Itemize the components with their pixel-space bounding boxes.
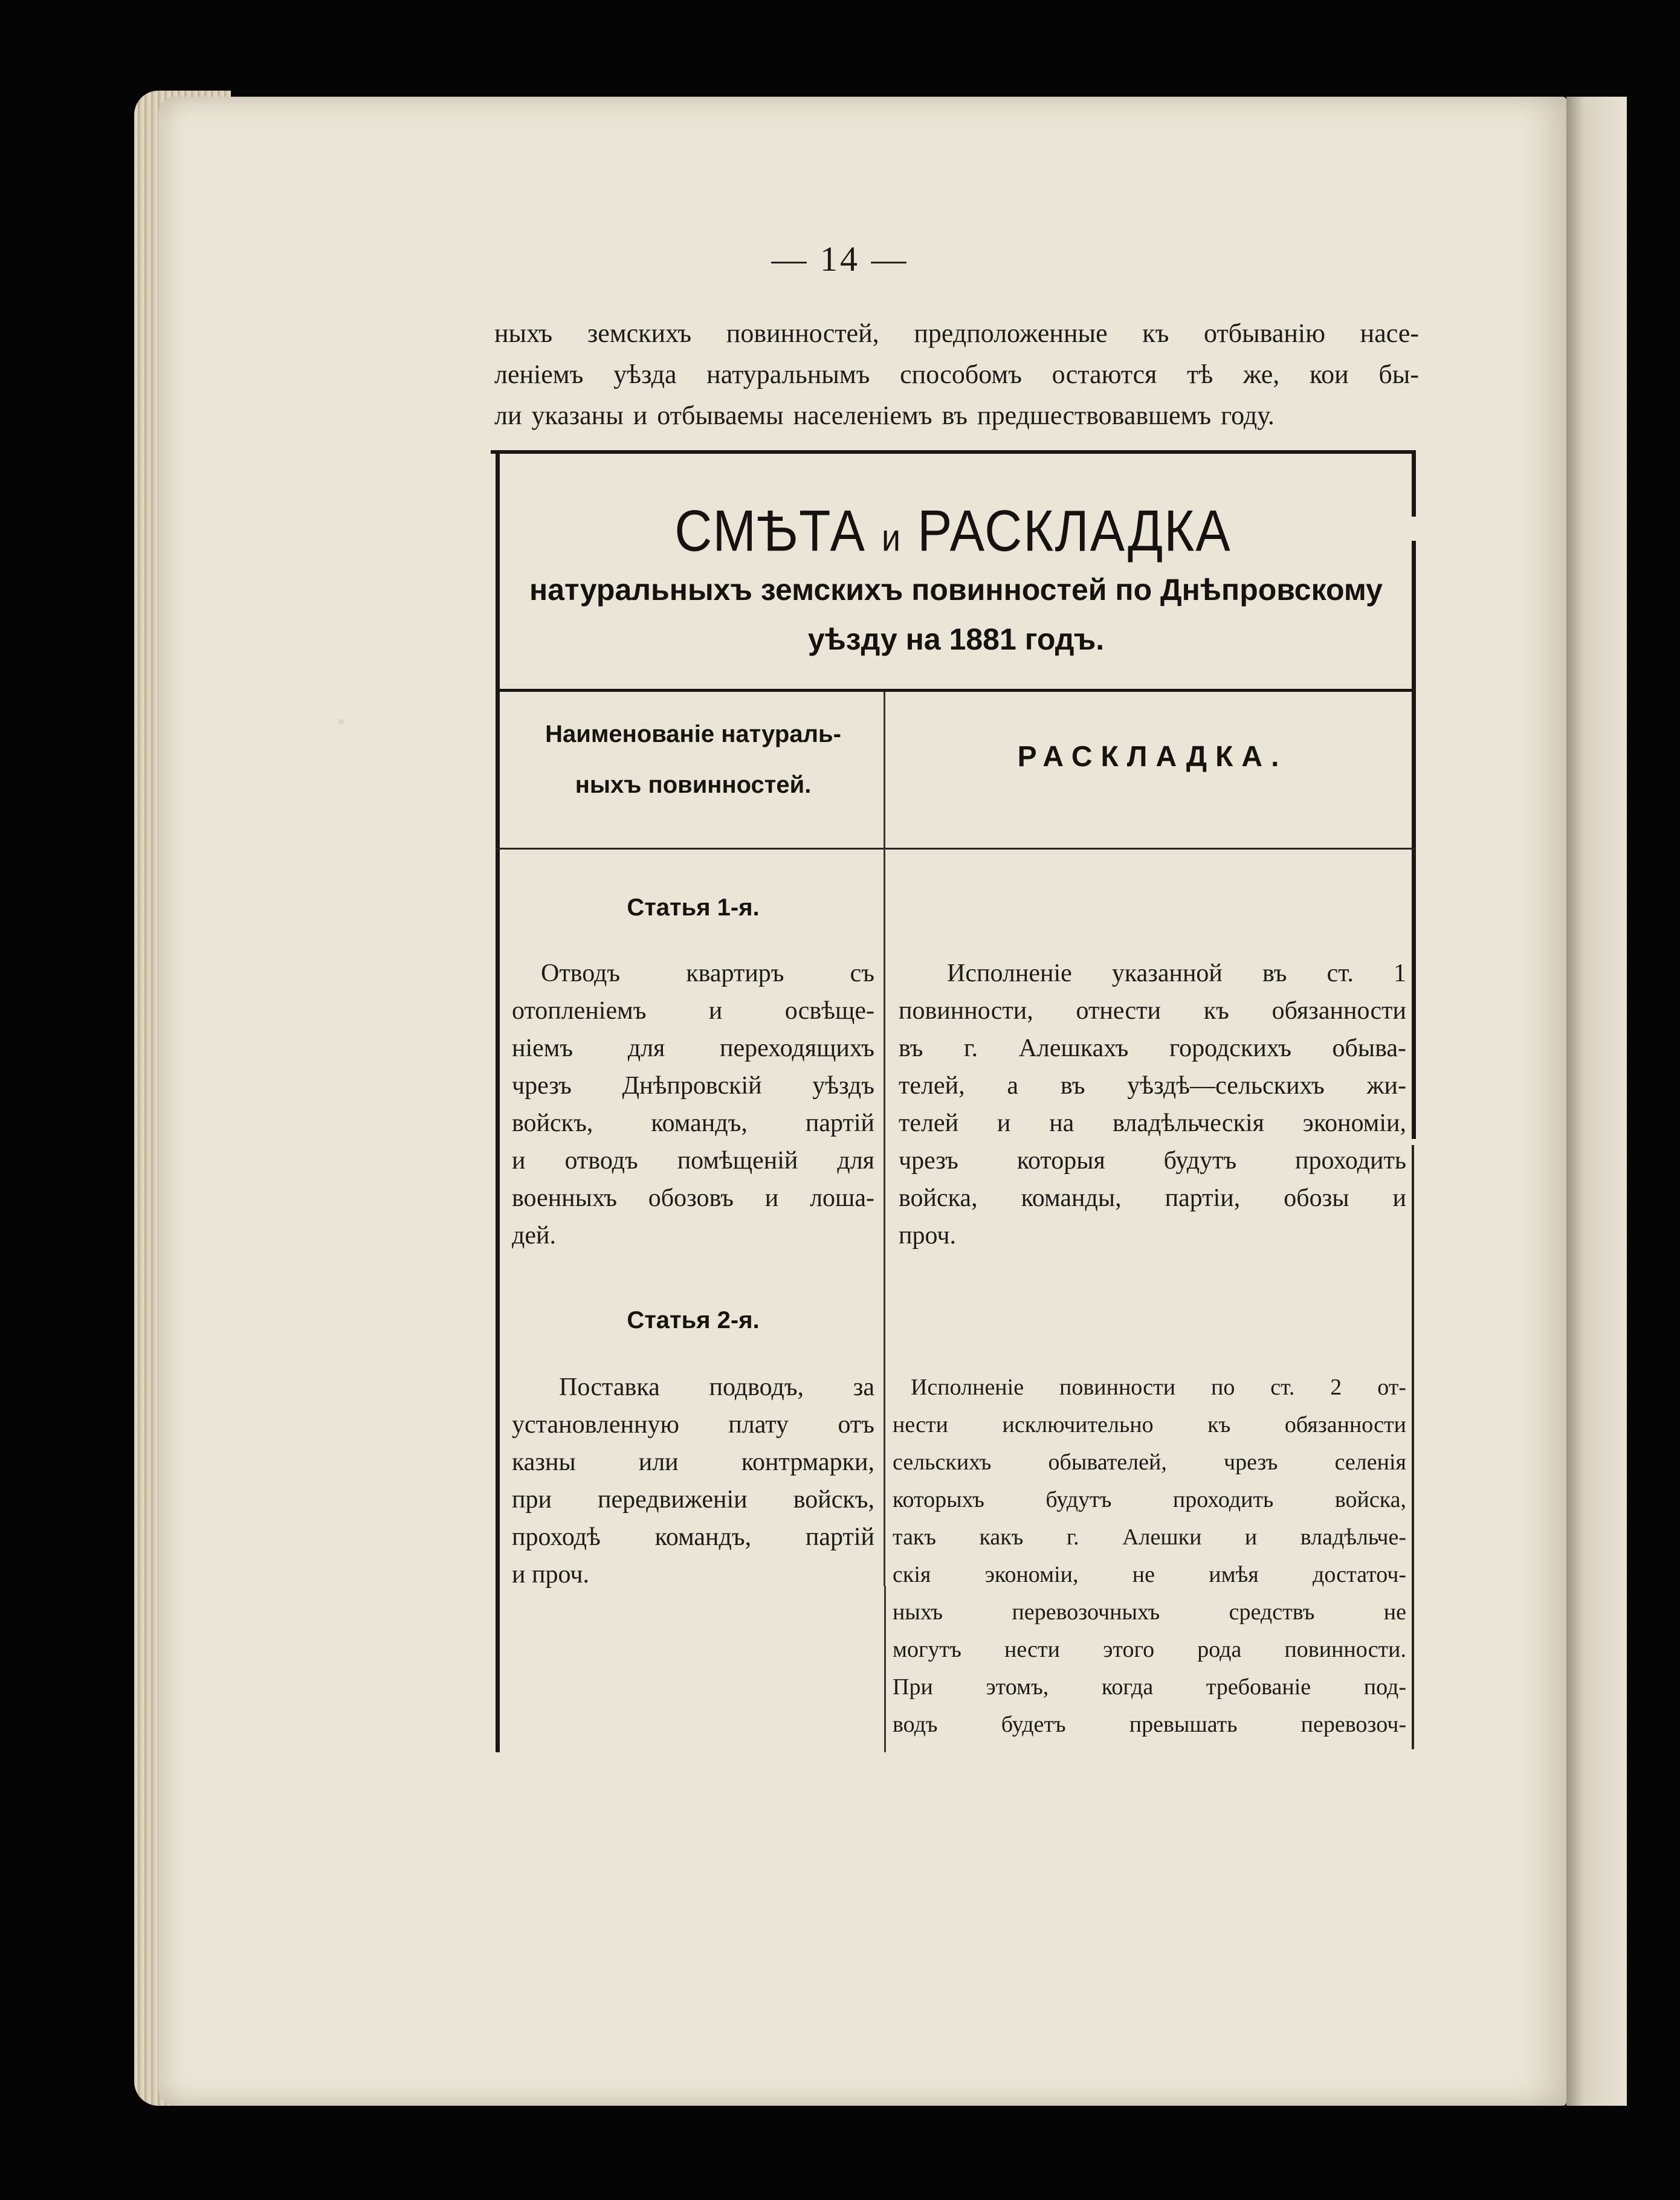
text-line: повинности, отнести къ обязанности <box>899 997 1406 1025</box>
column-header-line: Наименованіе натураль- <box>545 721 841 747</box>
article-allocation-text <box>899 955 1406 1254</box>
title-word: СМѢТА <box>674 498 866 564</box>
column-divider <box>884 692 885 1586</box>
estimate-table <box>491 450 1421 1752</box>
text-line: Исполненіе указанной въ ст. 1 <box>947 960 1406 987</box>
table-left-rule <box>496 450 500 1752</box>
table-title <box>491 498 1415 565</box>
page-number: — 14 — <box>771 239 909 279</box>
text-line: чрезъ которыя будутъ проходить <box>899 1147 1406 1175</box>
text-line: и проч. <box>512 1561 589 1589</box>
text-line: проч. <box>899 1222 957 1250</box>
article-heading: Статья 1-я. <box>627 894 760 921</box>
text-line: сельскихъ обывателей, чрезъ селенія <box>893 1450 1406 1475</box>
text-line: Исполненіе повинности по ст. 2 от- <box>911 1375 1406 1400</box>
table-top-rule <box>491 450 1415 454</box>
text-line: ніемъ для переходящихъ <box>512 1034 874 1062</box>
text-line: установленную плату отъ <box>512 1411 874 1439</box>
text-line: чрезъ Днѣпровскій уѣздъ <box>512 1072 874 1100</box>
text-line: могутъ нести этого рода повинности. <box>893 1637 1406 1662</box>
intro-line: ли указаны и отбываемы населеніемъ въ предшествовавшемъ году. <box>494 401 1275 430</box>
article-duty-text <box>512 955 874 1254</box>
text-line: войскъ, командъ, партій <box>512 1109 874 1137</box>
intro-line: ныхъ земскихъ повинностей, предположенные къ отбыванію насе- <box>494 318 1419 348</box>
column-divider <box>884 1586 886 1752</box>
text-line: ныхъ перевозочныхъ средствъ не <box>893 1599 1406 1625</box>
text-line: телей, а въ уѣздѣ—сельскихъ жи- <box>899 1072 1406 1100</box>
text-line: скія экономіи, не имѣя достаточ- <box>893 1562 1406 1587</box>
text-line: При этомъ, когда требованіе под- <box>893 1674 1406 1700</box>
text-line: нести исключительно къ обязанности <box>893 1412 1406 1437</box>
table-right-rule <box>1412 541 1416 1139</box>
header-rule <box>496 689 1415 692</box>
article-heading: Статья 2-я. <box>627 1307 760 1334</box>
paper-speck <box>338 719 344 724</box>
text-line: и отводъ помѣщеній для <box>512 1147 874 1175</box>
text-line: въ г. Алешкахъ городскихъ обыва- <box>899 1034 1406 1062</box>
table-subtitle <box>527 565 1385 664</box>
article-duty-text <box>512 1369 874 1593</box>
intro-line: леніемъ уѣзда натуральнымъ способомъ остаются тѣ же, кои бы- <box>494 360 1419 389</box>
title-conjunction: и <box>881 516 902 559</box>
text-line: казны или контрмарки, <box>512 1448 874 1476</box>
text-line: Поставка подводъ, за <box>559 1373 874 1401</box>
subtitle-line: уѣзду на 1881 годъ. <box>807 622 1105 656</box>
column-header-line: ныхъ повинностей. <box>575 772 812 798</box>
table-right-rule <box>1412 1145 1414 1749</box>
text-line: водъ будетъ превышать перевозоч- <box>893 1712 1406 1737</box>
text-line: телей и на владѣльческія экономіи, <box>899 1109 1406 1137</box>
adjacent-page-edge <box>1566 97 1627 2106</box>
column-header-rule <box>496 848 1415 850</box>
text-line: дей. <box>512 1222 556 1250</box>
text-line: проходѣ командъ, партій <box>512 1523 874 1551</box>
title-word: РАСКЛАДКА <box>917 498 1232 564</box>
text-line: которыхъ будутъ проходить войска, <box>893 1487 1406 1512</box>
column-header-duties <box>509 709 877 810</box>
text-line: военныхъ обозовъ и лоша- <box>512 1184 874 1212</box>
text-line: войска, команды, партіи, обозы и <box>899 1184 1406 1212</box>
intro-paragraph <box>494 313 1419 436</box>
text-line: Отводъ квартиръ съ <box>541 960 874 987</box>
text-line: такъ какъ г. Алешки и владѣльче- <box>893 1524 1406 1550</box>
subtitle-line: натуральныхъ земскихъ повинностей по Днѣпровскому <box>529 573 1383 607</box>
text-line: при передвиженіи войскъ, <box>512 1486 874 1514</box>
article-allocation-text <box>893 1369 1406 1743</box>
column-header-allocation: РАСКЛАДКА. <box>1017 741 1288 773</box>
text-line: отопленіемъ и освѣще- <box>512 997 874 1025</box>
